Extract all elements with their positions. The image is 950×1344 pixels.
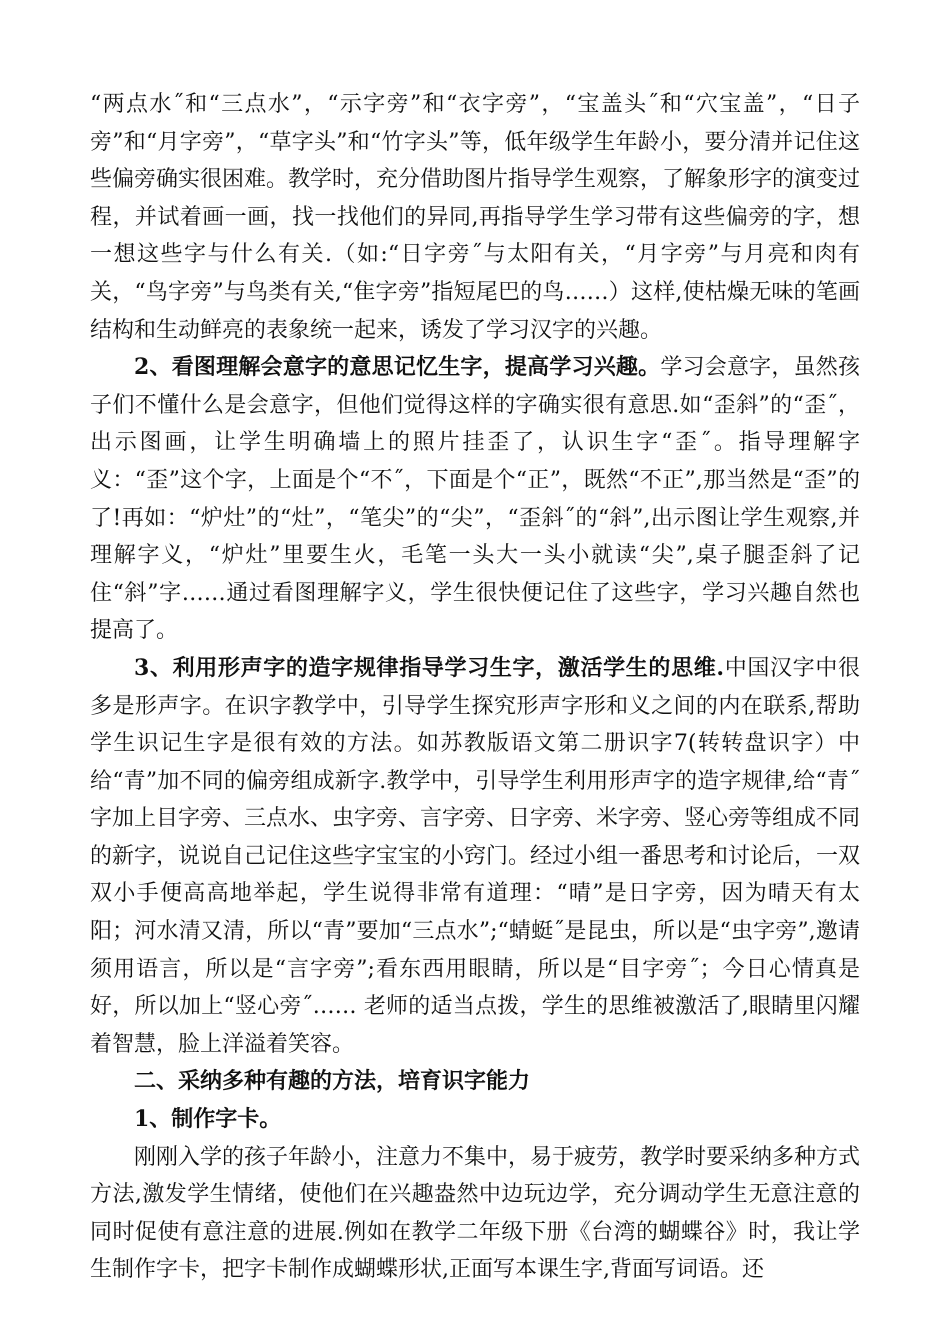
paragraph-lead-heading: 3、利用形声字的造字规律指导学习生字，激活学生的思维. bbox=[134, 654, 725, 681]
section-heading: 二、采纳多种有趣的方法，培育识字能力 bbox=[134, 1068, 531, 1095]
paragraph-lead-heading: 2、看图理解会意字的意思记忆生字，提高学习兴趣。 bbox=[134, 354, 661, 381]
paragraph-text: “两点水˝和“三点水”，“示字旁”和“衣字旁”，“宝盖头˝和“穴宝盖”，“日子旁”和“月字旁”，“草字头”和“竹字头”等，低年级学生年龄小，要分清并记住这些偏旁确实很困难。教学时，充分借助图片指导学生观察，了解象形字的演变过程，并试着画一画，找一找他们的异同,再指导学生学习带有这些偏旁的字，想一想这些字与什么有关.（如:“日字旁˝与太阳有关，“月字旁”与月亮和肉有关，“鸟字旁”与鸟类有关,“隹字旁”指短尾巴的鸟……）这样,使枯燥无味的笔画结构和生动鲜亮的表象统一起来，诱发了学习汉字的兴趣。 bbox=[90, 92, 861, 343]
sub-heading: 1、制作字卡。 bbox=[134, 1106, 282, 1133]
document-page bbox=[90, 86, 860, 1289]
paragraph-ideograph bbox=[90, 349, 860, 650]
paragraph-text: 中国汉字中很多是形声字。在识字教学中，引导学生探究形声字形和义之间的内在联系,帮助学生识记生字是很有效的方法。如苏教版语文第二册识字7(转转盘识字）中给“青”加不同的偏旁组成新字.教学中，引导学生利用形声字的造字规律,给“青˝字加上目字旁、三点水、虫字旁、言字旁、日字旁、米字旁、竖心旁等组成不同的新字，说说自己记住这些字宝宝的小窍门。经过小组一番思考和讨论后，一双双小手便高高地举起，学生说得非常有道理：“晴”是日字旁，因为晴天有太阳；河水清又清，所以“青”要加“三点水”;“蜻蜓˝是昆虫，所以是“虫字旁”,邀请须用语言，所以是“言字旁”;看东西用眼睛，所以是“目字旁˝；今日心情真是好，所以加上“竖心旁˝…… 老师的适当点拨，学生的思维被激活了,眼睛里闪耀着智慧，脸上洋溢着笑容。 bbox=[90, 655, 861, 1057]
paragraph-phonosemantic bbox=[90, 650, 860, 1064]
paragraph-text: 学习会意字，虽然孩子们不懂什么是会意字，但他们觉得这样的字确实很有意思.如“歪斜”的“歪˝，出示图画，让学生明确墙上的照片挂歪了，认识生字“歪˝。指导理解字义：“歪”这个字，上面是个“不˝，下面是个“正”，既然“不正”,那当然是“歪”的了!再如：“炉灶”的“灶”，“笔尖”的“尖”，“歪斜˝的“斜”,出示图让学生观察,并理解字义，“炉灶”里要生火，毛笔一头大一头小就读“尖”,桌子腿歪斜了记住“斜”字……通过看图理解字义，学生很快便记住了这些字，学习兴趣自然也提高了。 bbox=[90, 355, 860, 644]
paragraph-radicals bbox=[90, 86, 860, 349]
paragraph-word-cards: 刚刚入学的孩子年龄小，注意力不集中，易于疲劳，教学时要采纳多种方式方法,激发学生情绪，使他们在兴趣盎然中边玩边学，充分调动学生无意注意的同时促使有意注意的进展.例如在教学二年级下册《台湾的蝴蝶谷》时，我让学生制作字卡，把字卡制作成蝴蝶形状,正面写本课生字,背面写词语。还 bbox=[90, 1144, 861, 1283]
